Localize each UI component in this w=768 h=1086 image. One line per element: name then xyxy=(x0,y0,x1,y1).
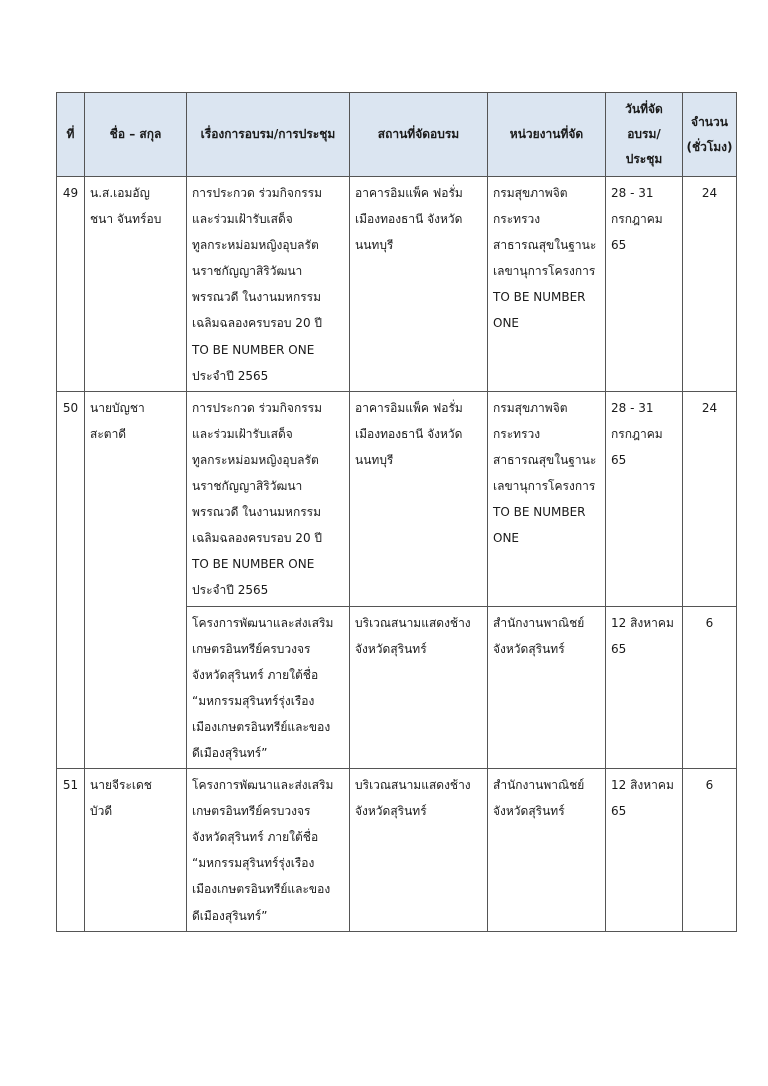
training-topic xyxy=(187,391,350,606)
participant-name xyxy=(85,391,187,768)
training-venue xyxy=(350,177,488,392)
row-number: 50 xyxy=(57,391,85,768)
training-date xyxy=(606,769,683,932)
date-line: 12 สิงหาคม xyxy=(611,615,674,630)
date-line: 65 xyxy=(611,238,627,253)
topic-line: พรรณวดี ในงานมหกรรม xyxy=(192,505,322,520)
training-organizer xyxy=(488,769,606,932)
name-line: น.ส.เอมอัญ xyxy=(90,186,150,200)
date-line: 65 xyxy=(611,804,627,819)
topic-line: เกษตรอินทรีย์ครบวงจร xyxy=(192,641,311,656)
training-topic xyxy=(187,606,350,769)
topic-line: การประกวด ร่วมกิจกรรม xyxy=(192,186,323,200)
date-line: 28 - 31 xyxy=(611,400,654,415)
header-hours-line: (ชั่วโมง) xyxy=(686,139,733,154)
training-table xyxy=(56,92,737,932)
organizer-line: จังหวัดสุรินทร์ xyxy=(493,641,565,656)
topic-line: เมืองเกษตรอินทรีย์และของ xyxy=(192,719,331,734)
header-topic: เรื่องการอบรม/การประชุม xyxy=(187,93,350,177)
topic-line: TO BE NUMBER ONE xyxy=(192,557,315,572)
topic-line: เมืองเกษตรอินทรีย์และของ xyxy=(192,882,331,897)
topic-line: เฉลิมฉลองครบรอบ 20 ปี xyxy=(192,531,323,546)
table-row xyxy=(57,391,737,606)
venue-line: จังหวัดสุรินทร์ xyxy=(355,804,427,819)
topic-line: โครงการพัฒนาและส่งเสริม xyxy=(192,778,334,793)
training-organizer xyxy=(488,391,606,606)
row-number: 51 xyxy=(57,769,85,932)
topic-line: ดีเมืองสุรินทร์” xyxy=(192,908,268,923)
venue-line: นนทบุรี xyxy=(355,452,394,467)
venue-line: นนทบุรี xyxy=(355,238,394,253)
topic-line: ดีเมืองสุรินทร์” xyxy=(192,745,268,760)
venue-line: บริเวณสนามแสดงช้าง xyxy=(355,615,471,630)
header-date xyxy=(606,93,683,177)
topic-line: พรรณวดี ในงานมหกรรม xyxy=(192,290,322,305)
topic-line: ประจำปี 2565 xyxy=(192,368,269,383)
organizer-line: ONE xyxy=(493,316,520,331)
header-no: ที่ xyxy=(57,93,85,177)
venue-line: อาคารอิมแพ็ค ฟอรั่ม xyxy=(355,400,463,415)
name-line: บัวดี xyxy=(90,804,113,819)
table-row xyxy=(57,769,737,932)
header-hours xyxy=(683,93,737,177)
organizer-line: จังหวัดสุรินทร์ xyxy=(493,804,565,819)
training-organizer xyxy=(488,606,606,769)
training-topic xyxy=(187,769,350,932)
header-date-line: อบรม/ xyxy=(627,127,661,141)
name-line: ชนา จันทร์อบ xyxy=(90,212,162,227)
venue-line: บริเวณสนามแสดงช้าง xyxy=(355,778,471,793)
name-line: นายบัญชา xyxy=(90,400,145,415)
venue-line: เมืองทองธานี จังหวัด xyxy=(355,212,463,227)
participant-name xyxy=(85,769,187,932)
date-line: 12 สิงหาคม xyxy=(611,778,674,793)
organizer-line: สาธารณสุขในฐานะ xyxy=(493,238,597,253)
header-venue: สถานที่จัดอบรม xyxy=(350,93,488,177)
training-venue xyxy=(350,769,488,932)
topic-line: นราชกัญญาสิริวัฒนา xyxy=(192,479,303,494)
organizer-line: สำนักงานพาณิชย์ xyxy=(493,615,585,630)
date-line: 65 xyxy=(611,641,627,656)
topic-line: นราชกัญญาสิริวัฒนา xyxy=(192,264,303,279)
organizer-line: กระทรวง xyxy=(493,212,541,227)
row-number: 49 xyxy=(57,177,85,392)
date-line: กรกฎาคม xyxy=(611,426,663,441)
header-row xyxy=(57,93,737,177)
training-hours: 24 xyxy=(683,177,737,392)
topic-line: และร่วมเฝ้ารับเสด็จ xyxy=(192,212,293,227)
topic-line: “มหกรรมสุรินทร์รุ่งเรือง xyxy=(192,693,315,708)
name-line: นายจีระเดช xyxy=(90,778,152,793)
training-topic xyxy=(187,177,350,392)
table-row xyxy=(57,177,737,392)
topic-line: ทูลกระหม่อมหญิงอุบลรัต xyxy=(192,452,319,467)
organizer-line: ONE xyxy=(493,531,520,546)
training-venue xyxy=(350,391,488,606)
topic-line: และร่วมเฝ้ารับเสด็จ xyxy=(192,426,293,441)
organizer-line: กรมสุขภาพจิต xyxy=(493,186,568,200)
topic-line: จังหวัดสุรินทร์ ภายใต้ชื่อ xyxy=(192,667,319,682)
organizer-line: สาธารณสุขในฐานะ xyxy=(493,452,597,467)
topic-line: เกษตรอินทรีย์ครบวงจร xyxy=(192,804,311,819)
venue-line: จังหวัดสุรินทร์ xyxy=(355,641,427,656)
header-organizer: หน่วยงานที่จัด xyxy=(488,93,606,177)
training-venue xyxy=(350,606,488,769)
training-date xyxy=(606,177,683,392)
date-line: กรกฎาคม xyxy=(611,212,663,227)
organizer-line: กระทรวง xyxy=(493,426,541,441)
training-hours: 6 xyxy=(683,606,737,769)
topic-line: เฉลิมฉลองครบรอบ 20 ปี xyxy=(192,316,323,331)
topic-line: การประกวด ร่วมกิจกรรม xyxy=(192,400,323,415)
topic-line: โครงการพัฒนาและส่งเสริม xyxy=(192,615,334,630)
organizer-line: TO BE NUMBER xyxy=(493,290,586,305)
organizer-line: กรมสุขภาพจิต xyxy=(493,400,568,415)
participant-name xyxy=(85,177,187,392)
training-organizer xyxy=(488,177,606,392)
organizer-line: เลขานุการโครงการ xyxy=(493,479,596,494)
organizer-line: เลขานุการโครงการ xyxy=(493,264,596,279)
topic-line: TO BE NUMBER ONE xyxy=(192,342,315,357)
date-line: 28 - 31 xyxy=(611,186,654,200)
training-date xyxy=(606,606,683,769)
training-date xyxy=(606,391,683,606)
venue-line: เมืองทองธานี จังหวัด xyxy=(355,426,463,441)
training-hours: 6 xyxy=(683,769,737,932)
organizer-line: TO BE NUMBER xyxy=(493,505,586,520)
topic-line: “มหกรรมสุรินทร์รุ่งเรือง xyxy=(192,856,315,871)
date-line: 65 xyxy=(611,452,627,467)
topic-line: ประจำปี 2565 xyxy=(192,583,269,598)
header-date-line: วันที่จัด xyxy=(625,102,663,116)
header-name: ชื่อ – สกุล xyxy=(85,93,187,177)
header-date-line: ประชุม xyxy=(625,152,663,166)
topic-line: ทูลกระหม่อมหญิงอุบลรัต xyxy=(192,238,319,253)
header-hours-line: จำนวน xyxy=(691,114,728,129)
training-hours: 24 xyxy=(683,391,737,606)
topic-line: จังหวัดสุรินทร์ ภายใต้ชื่อ xyxy=(192,830,319,845)
organizer-line: สำนักงานพาณิชย์ xyxy=(493,778,585,793)
name-line: สะตาดี xyxy=(90,426,127,441)
venue-line: อาคารอิมแพ็ค ฟอรั่ม xyxy=(355,186,463,200)
